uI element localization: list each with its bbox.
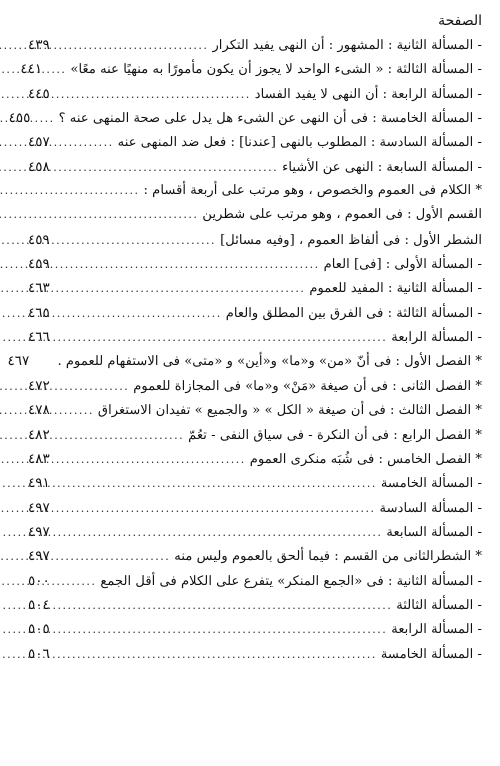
toc-entry-title: * الفصل الأول : فى أنّ «من» و«ما» و«أين» و «متى» فى الاستفهام للعموم . <box>57 354 482 370</box>
toc-entry-page-number: ٤٨٣ <box>28 450 50 467</box>
toc-entry-title: - المسألة الخامسة : فى أن النهى عن الشىء هل يدل على صحة المنهى عنه ؟ <box>58 111 482 127</box>
table-of-contents <box>7 33 482 666</box>
toc-entry-page-number: ٤٩٧ <box>28 499 50 516</box>
toc-entry <box>28 82 482 106</box>
toc-entry-page-number: ٤٩٧ <box>28 548 50 565</box>
dot-leader <box>66 618 387 642</box>
toc-entry <box>28 301 482 325</box>
toc-entry <box>28 228 482 252</box>
dot-leader <box>66 643 377 667</box>
toc-entry <box>28 569 482 593</box>
toc-entry-page-number: ٤٤٥ <box>28 85 50 102</box>
toc-entry <box>28 544 482 568</box>
toc-entry <box>28 252 482 276</box>
toc-entry-title: - المسألة الثالثة : فى الفرق بين المطلق والعام <box>225 305 482 321</box>
toc-entry-page-number: ٤٥٩ <box>28 231 50 248</box>
toc-entry-title: * الكلام فى العموم والخصوص ، وهو مرتب على أربعة أقسام : <box>143 183 482 199</box>
toc-entry-page-number: ٤٩١ <box>28 475 50 492</box>
page-column-header: الصفحة <box>438 13 482 29</box>
toc-entry <box>28 155 482 179</box>
toc-entry-page-number: ٤٧٢ <box>28 377 50 394</box>
toc-entry <box>28 130 482 154</box>
toc-entry-page-number: ٤٦٣ <box>28 280 50 297</box>
toc-entry-title: - المسألة الثانية : فى «الجمع المنكر» يتفرع على الكلام فى أقل الجمع <box>100 573 482 589</box>
dot-leader <box>66 424 184 448</box>
toc-entry <box>28 423 482 447</box>
toc-entry-page-number: ٤٦٥ <box>28 304 50 321</box>
toc-entry-title: * الفصل الخامس : فى شُبَه منكرى العموم <box>249 451 482 467</box>
toc-entry <box>28 471 482 495</box>
toc-entry-title: * الفصل الثالث : فى أن صيغة « الكل » « والجميع » تفيدان الاستغراق <box>97 403 482 419</box>
toc-entry-title: * الفصل الرابع : فى أن النكرة - فى سياق النفى - تعُمّ <box>188 427 482 443</box>
toc-entry-page-number: ٤٦٦ <box>28 329 50 346</box>
toc-entry <box>28 276 482 300</box>
toc-entry-page-number: ٤٩٧ <box>28 523 50 540</box>
toc-entry <box>8 106 482 130</box>
dot-leader <box>47 107 55 131</box>
toc-entry-page-number: ٥٠٤ <box>28 596 50 613</box>
toc-entry-title: - المسألة السابعة <box>386 524 482 540</box>
dot-leader <box>66 83 251 107</box>
toc-entry-page-number: ٥٠٠ <box>28 572 50 589</box>
toc-entry <box>28 203 482 227</box>
toc-entry-title: - المسألة السادسة : المطلوب بالنهى [عندنا] : فعل ضد المنهى عنه <box>117 135 482 151</box>
dot-leader <box>66 399 94 423</box>
toc-entry <box>7 349 482 373</box>
toc-entry-title: * الشطرالثانى من القسم : فيما ألحق بالعموم وليس منه <box>174 549 482 565</box>
toc-entry-title: - المسألة السابعة : النهى عن الأشياء <box>282 159 482 175</box>
toc-entry-title: - المسألة الثالثة <box>396 597 482 613</box>
toc-entry-title: القسم الأول : فى العموم ، وهو مرتب على شطرين <box>202 207 482 223</box>
toc-entry-title: - المسألة الرابعة <box>391 622 482 638</box>
toc-entry-page-number: ٥٠٦ <box>28 645 50 662</box>
dot-leader <box>58 58 66 82</box>
toc-entry <box>20 57 482 81</box>
toc-entry-page-number: ٤٥٩ <box>28 256 50 273</box>
toc-entry <box>28 325 482 349</box>
toc-entry-title: الشطر الأول : فى ألفاظ العموم ، [وفيه مسائل] <box>220 232 482 248</box>
toc-entry-title: - المسألة الثانية : المفيد للعموم <box>309 281 482 297</box>
toc-entry <box>28 398 482 422</box>
toc-entry-title: - المسألة الخامسة <box>380 646 482 662</box>
dot-leader <box>66 302 222 326</box>
toc-entry <box>28 447 482 471</box>
toc-entry-page-number: ٤٣٩ <box>28 37 50 53</box>
toc-entry-title: - المسألة الرابعة <box>391 330 482 346</box>
dot-leader <box>66 545 170 569</box>
toc-entry-page-number: ٤٥٧ <box>28 134 50 151</box>
dot-leader <box>66 448 246 472</box>
dot-leader <box>66 570 96 594</box>
toc-entry-page-number: ٤٥٥ <box>8 110 31 127</box>
toc-entry <box>28 33 482 57</box>
toc-entry-title: * الفصل الثانى : فى أن صيغة «مَنْ» و«ما» فى المجازاة للعموم <box>133 378 482 394</box>
toc-entry-page-number: ٤٦٧ <box>7 353 30 370</box>
toc-entry <box>28 179 482 203</box>
toc-entry <box>28 496 482 520</box>
toc-entry-title: - المسألة الرابعة : أن النهى لا يفيد الفساد <box>254 86 482 102</box>
dot-leader <box>66 131 114 155</box>
dot-leader <box>66 375 129 399</box>
toc-entry-page-number: ٤٧٨ <box>28 402 50 419</box>
toc-entry-page-number: ٤٥٨ <box>28 158 50 175</box>
dot-leader <box>66 179 140 203</box>
toc-entry-page-number: ٤٤١ <box>20 61 43 78</box>
dot-leader <box>66 34 208 58</box>
toc-entry-page-number: ٤٨٢ <box>28 426 50 443</box>
toc-entry <box>28 617 482 641</box>
toc-entry <box>28 374 482 398</box>
toc-entry <box>28 642 482 666</box>
dot-leader <box>66 472 377 496</box>
toc-entry-title: - المسألة الخامسة <box>380 476 482 492</box>
toc-entry-title: - المسألة الأولى : [فى] العام <box>323 257 482 273</box>
toc-entry-title: - المسألة الثانية : المشهور : أن النهى يفيد التكرار <box>212 38 482 53</box>
toc-entry-title: - المسألة الثالثة : « الشىء الواحد لا يجوز أن يكون مأمورًا به منهيًا عنه معًا» <box>70 62 482 78</box>
dot-leader <box>66 594 392 618</box>
dot-leader <box>66 229 216 253</box>
toc-entry-page-number: ٥٠٥ <box>28 621 50 638</box>
dot-leader <box>66 521 382 545</box>
toc-entry-title: - المسألة السادسة <box>379 500 482 516</box>
toc-entry <box>28 593 482 617</box>
dot-leader <box>66 277 305 301</box>
dot-leader <box>66 253 320 277</box>
dot-leader <box>66 156 278 180</box>
dot-leader <box>66 326 387 350</box>
dot-leader <box>66 203 198 227</box>
dot-leader <box>66 497 376 521</box>
toc-entry <box>28 520 482 544</box>
